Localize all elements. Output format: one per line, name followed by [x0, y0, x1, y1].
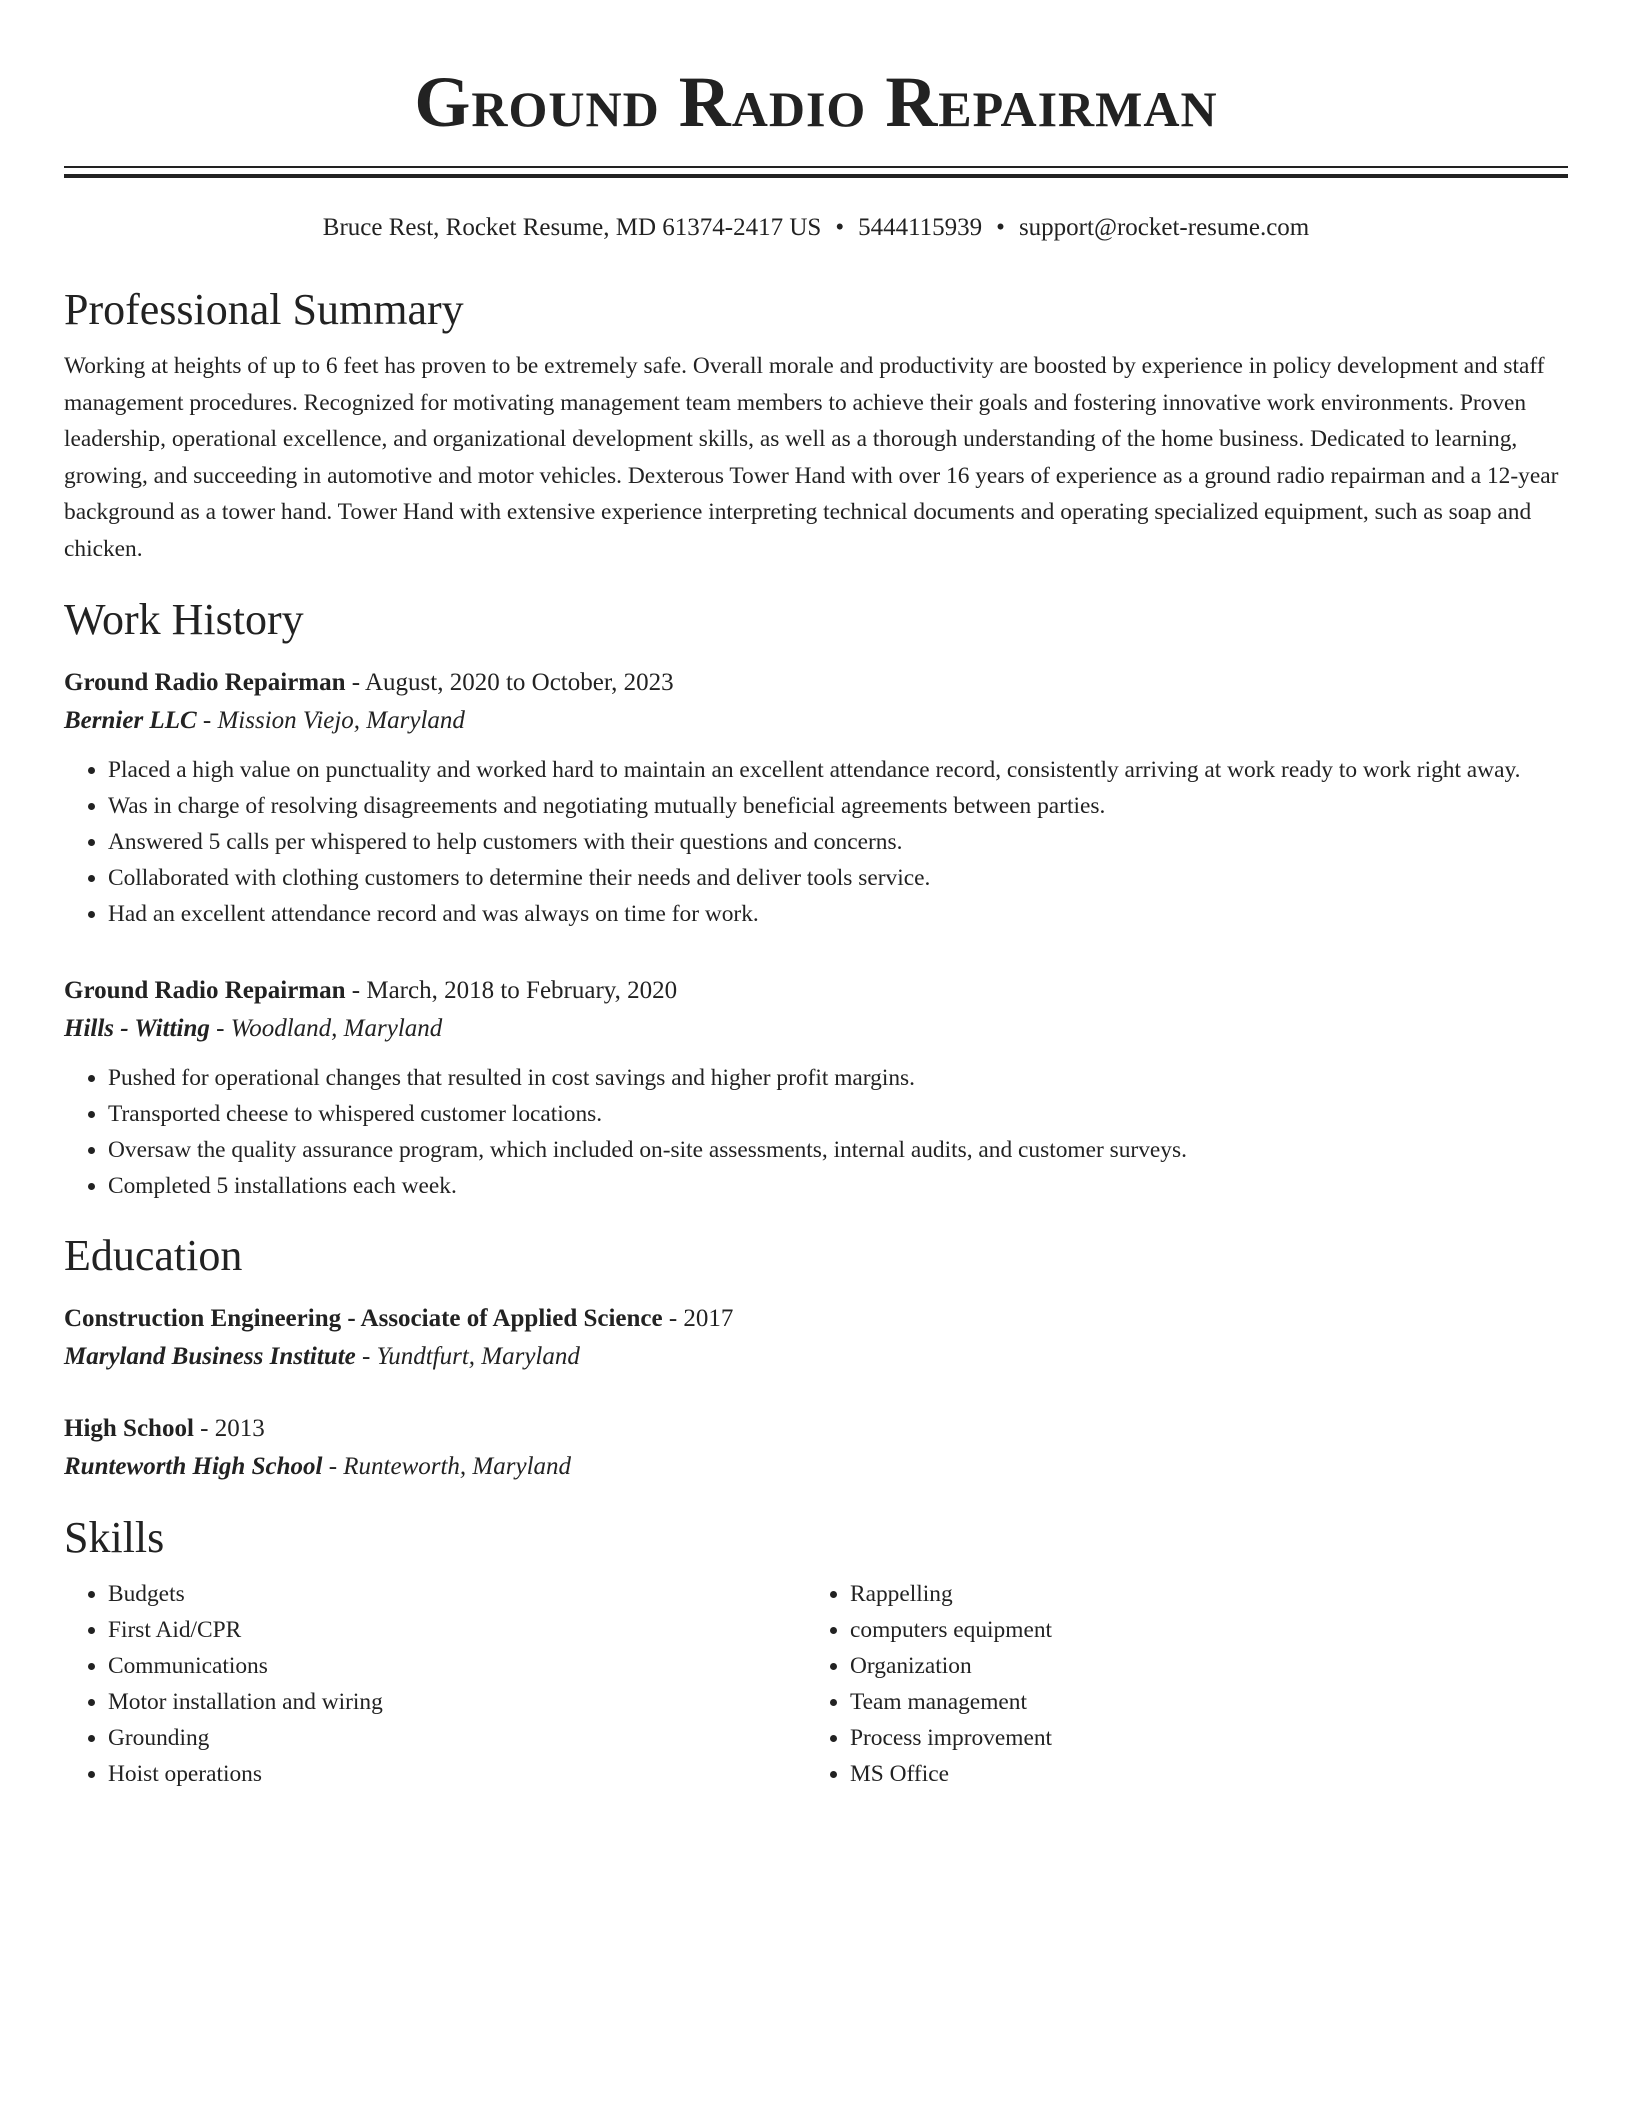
job-employer: Bernier LLC — [64, 707, 197, 734]
education-heading: Education — [64, 1231, 243, 1280]
skill-item: • Rappelling — [850, 1576, 1548, 1612]
job-position: Ground Radio Repairman — [64, 977, 346, 1004]
skill-item: • MS Office — [850, 1756, 1548, 1792]
contact-email: support@rocket-resume.com — [1018, 214, 1310, 241]
job-entry — [64, 972, 1568, 1204]
header-divider-thick — [64, 174, 1568, 178]
education-school-line — [64, 1338, 1568, 1376]
job-bullet: • Pushed for operational changes that resulted in cost savings and higher profit margins. — [108, 1060, 1568, 1096]
skill-item: • Budgets — [108, 1576, 806, 1612]
job-heading — [64, 664, 1568, 702]
job-position: Ground Radio Repairman — [64, 669, 346, 696]
job-bullet: • Was in charge of resolving disagreements and negotiating mutually beneficial agreements between parties. — [108, 788, 1568, 824]
education-year: - 2017 — [662, 1305, 734, 1332]
job-dates: - August, 2020 to October, 2023 — [345, 669, 674, 696]
education-school: Maryland Business Institute — [64, 1343, 356, 1370]
education-entry — [64, 1410, 1568, 1486]
job-entry — [64, 664, 1568, 932]
job-location: - Woodland, Maryland — [209, 1015, 443, 1042]
skill-item: • computers equipment — [850, 1612, 1548, 1648]
education-degree-line — [64, 1410, 1568, 1448]
contact-address: Bruce Rest, Rocket Resume, MD 61374-2417 US — [322, 214, 822, 241]
job-bullet: • Completed 5 installations each week. — [108, 1168, 1568, 1204]
header-divider-thin — [64, 166, 1568, 168]
education-school: Runteworth High School — [64, 1453, 323, 1480]
contact-line — [64, 212, 1568, 244]
job-bullets — [64, 752, 1568, 932]
contact-separator: • — [835, 214, 845, 241]
contact-phone: 5444115939 — [858, 214, 983, 241]
education-degree: Construction Engineering - Associate of Applied Science — [64, 1305, 663, 1332]
education-entry — [64, 1300, 1568, 1376]
job-dates: - March, 2018 to February, 2020 — [345, 977, 678, 1004]
skills-list-right — [806, 1576, 1548, 1792]
job-bullet: • Collaborated with clothing customers to determine their needs and deliver tools service. — [108, 860, 1568, 896]
job-heading — [64, 972, 1568, 1010]
resume-name: Ground Radio Repairman — [414, 62, 1218, 142]
job-bullet: • Had an excellent attendance record and was always on time for work. — [108, 896, 1568, 932]
education-year: - 2013 — [193, 1415, 265, 1442]
job-employer-line — [64, 1010, 1568, 1048]
education-location: - Runteworth, Maryland — [322, 1453, 572, 1480]
skills-heading: Skills — [64, 1513, 165, 1562]
job-bullet: • Placed a high value on punctuality and worked hard to maintain an excellent attendance record, consistently arriving at work ready to work right away. — [108, 752, 1568, 788]
job-bullets — [64, 1060, 1568, 1204]
skill-item: • Grounding — [108, 1720, 806, 1756]
work-history-heading: Work History — [64, 595, 304, 644]
education-degree: High School — [64, 1415, 194, 1442]
education-degree-line — [64, 1300, 1568, 1338]
skill-item: • Team management — [850, 1684, 1548, 1720]
skills-list-left — [64, 1576, 806, 1792]
skill-item: • Organization — [850, 1648, 1548, 1684]
summary-text: Working at heights of up to 6 feet has proven to be extremely safe. Overall morale and productivity are boosted by experience in policy development and staff management procedures. Recognized for motivating management team members to achieve their goals and fostering innovative work environments. Proven leadership, operational excellence, and organizational development skills, as well as a thorough understanding of the home business. Dedicated to learning, growing, and succeeding in automotive and motor vehicles. Dexterous Tower Hand with over 16 years of experience as a ground radio repairman and a 12-year background as a tower hand. Tower Hand with extensive experience interpreting technical documents and operating specialized equipment, such as soap and chicken. — [64, 353, 1559, 562]
contact-separator: • — [996, 214, 1005, 241]
skills-columns — [64, 1576, 1568, 1792]
skill-item: • Process improvement — [850, 1720, 1548, 1756]
job-bullet: • Answered 5 calls per whispered to help customers with their questions and concerns. — [108, 824, 1568, 860]
skill-item: • Communications — [108, 1648, 806, 1684]
skill-item: • First Aid/CPR — [108, 1612, 806, 1648]
education-school-line — [64, 1448, 1568, 1486]
skill-item: • Hoist operations — [108, 1756, 806, 1792]
job-employer: Hills - Witting — [64, 1015, 210, 1042]
job-bullet: • Oversaw the quality assurance program, which included on-site assessments, internal audits, and customer surveys. — [108, 1132, 1568, 1168]
summary-heading: Professional Summary — [64, 285, 464, 334]
job-bullet: • Transported cheese to whispered customer locations. — [108, 1096, 1568, 1132]
job-employer-line — [64, 702, 1568, 740]
education-location: - Yundtfurt, Maryland — [355, 1343, 580, 1370]
skill-item: • Motor installation and wiring — [108, 1684, 806, 1720]
job-location: - Mission Viejo, Maryland — [196, 707, 465, 734]
